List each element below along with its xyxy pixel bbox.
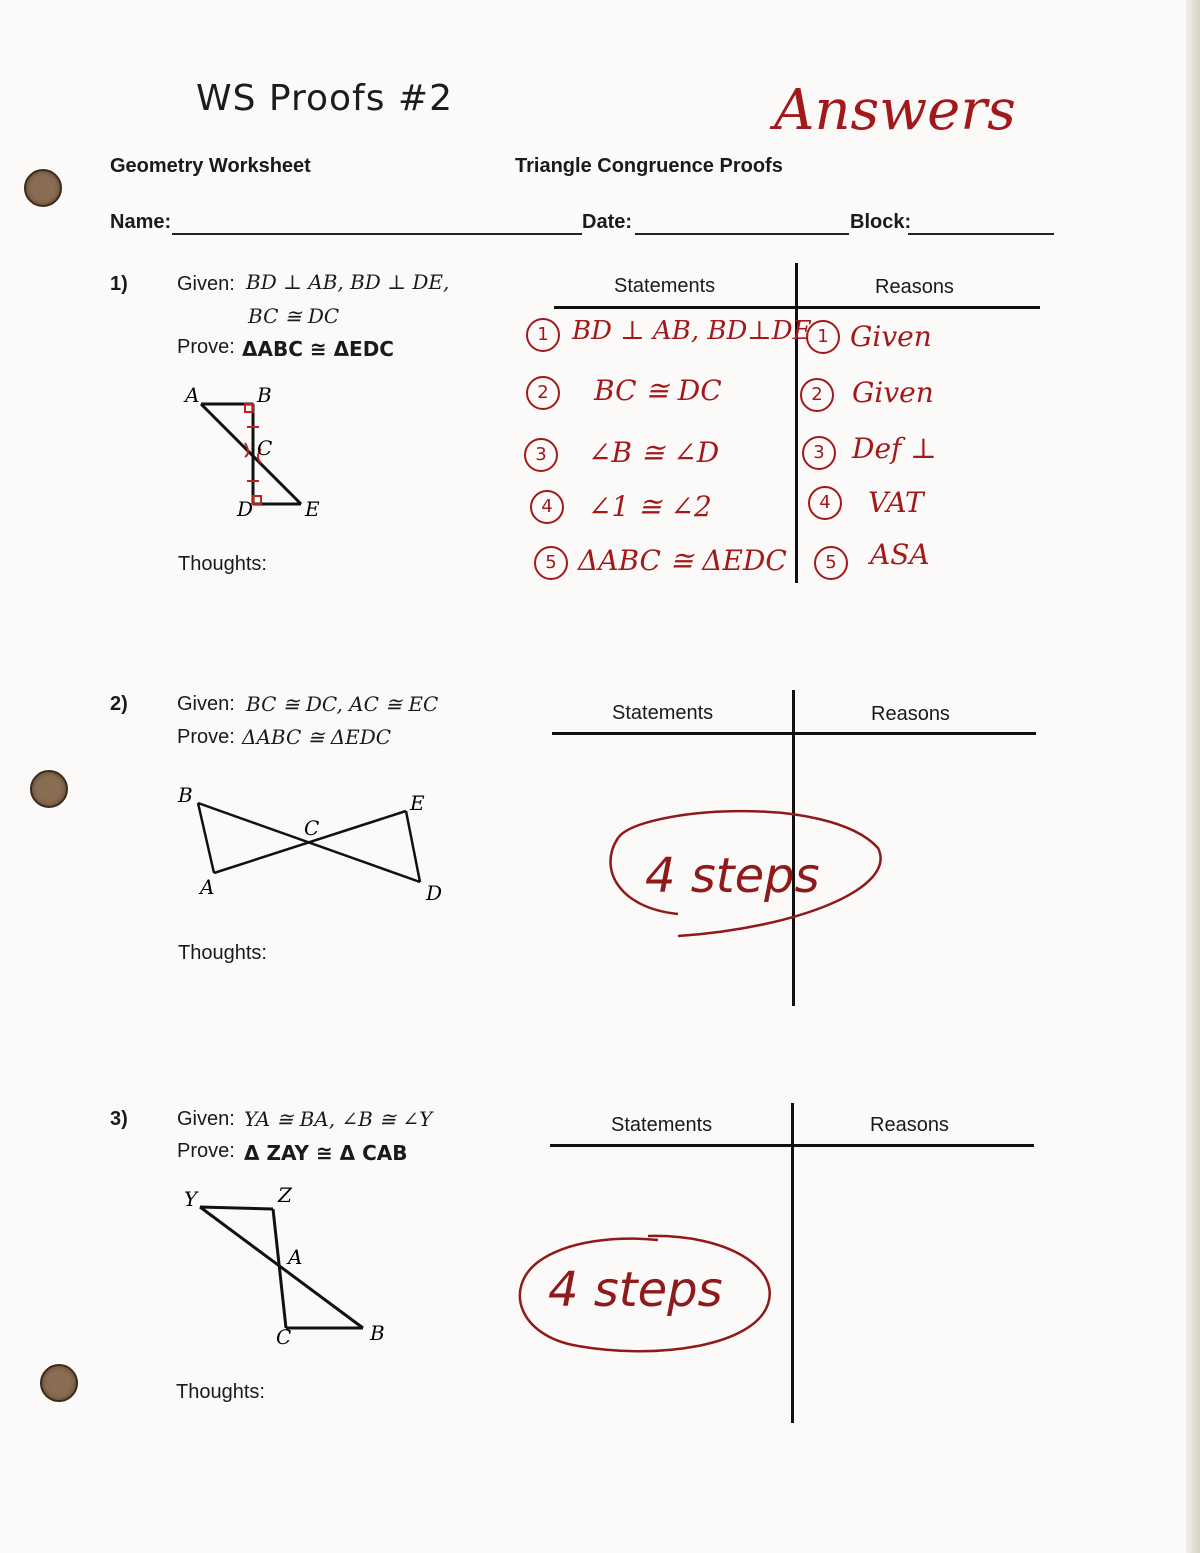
problem-1-given-line2: BC ≅ DC: [248, 304, 340, 328]
problem-1-diagram: [175, 385, 325, 525]
problem-2-number: 2): [110, 693, 128, 715]
worksheet-title: WS Proofs #2: [196, 78, 453, 119]
problem-3-given-line1: YA ≅ BA, ∠B ≅ ∠Y: [244, 1107, 433, 1131]
proof1-reason-2: Given: [852, 376, 934, 409]
point-label-d: D: [426, 881, 443, 905]
point-label-e: E: [305, 497, 320, 521]
proof1-statement-4: ∠1 ≅ ∠2: [588, 490, 712, 523]
point-label-e: E: [410, 791, 425, 815]
problem-2-diagram: [170, 780, 460, 910]
point-label-c: C: [276, 1325, 292, 1349]
problem-3-steps-note: 4 steps: [548, 1262, 723, 1318]
proof1-reason-number-5: 5: [814, 546, 848, 580]
problem-1-reasons-header: Reasons: [875, 276, 954, 298]
name-field-line[interactable]: [172, 233, 582, 235]
binder-hole-bottom: [40, 1364, 78, 1402]
problem-2-prove-label: Prove:: [177, 726, 235, 748]
proof1-step-number-3: 3: [524, 438, 558, 472]
proof1-reason-4: VAT: [868, 486, 924, 519]
problem-3-number: 3): [110, 1108, 128, 1130]
proof1-step-number-2: 2: [526, 376, 560, 410]
point-label-b: B: [178, 783, 193, 807]
problem-2-figure-lines: [198, 803, 420, 882]
proof1-step-number-5: 5: [534, 546, 568, 580]
problem-1-thoughts-label: Thoughts:: [178, 553, 267, 575]
topic-label: Triangle Congruence Proofs: [515, 155, 783, 177]
name-label: Name:: [110, 211, 172, 233]
answers-label: Answers: [774, 78, 1016, 143]
problem-3-statements-header: Statements: [611, 1114, 713, 1136]
problem-3-prove-label: Prove:: [177, 1140, 235, 1162]
problem-2-given-label: Given:: [177, 693, 235, 715]
point-label-a: A: [200, 875, 215, 899]
point-label-c: C: [257, 436, 273, 460]
proof1-reason-number-2: 2: [800, 378, 834, 412]
problem-1-figure-lines: [201, 404, 301, 504]
point-label-d: D: [237, 497, 254, 521]
point-label-c: C: [304, 816, 320, 840]
point-label-a: A: [288, 1245, 303, 1269]
proof1-statement-2: BC ≅ DC: [594, 374, 722, 407]
proof1-statement-3: ∠B ≅ ∠D: [588, 436, 720, 469]
problem-2-prove-statement: ΔABC ≅ ΔEDC: [242, 725, 392, 749]
problem-2-steps-note: 4 steps: [645, 848, 820, 904]
problem-3-table-vline: [791, 1103, 794, 1423]
proof1-reason-number-4: 4: [808, 486, 842, 520]
problem-1-given-label: Given:: [177, 273, 235, 295]
point-label-y: Y: [184, 1187, 198, 1211]
block-field-line[interactable]: [908, 233, 1054, 235]
point-label-z: Z: [278, 1183, 292, 1207]
problem-3-thoughts-label: Thoughts:: [176, 1381, 265, 1403]
problem-2-given-line1: BC ≅ DC, AC ≅ EC: [246, 692, 439, 716]
proof1-statement-5: ΔABC ≅ ΔEDC: [578, 544, 787, 577]
proof1-reason-5: ASA: [870, 538, 930, 571]
point-label-a: A: [185, 385, 200, 407]
problem-1-statements-header: Statements: [614, 275, 716, 297]
point-label-b: B: [370, 1321, 385, 1345]
problem-3-figure-lines: [200, 1207, 363, 1328]
problem-1-given-line1: BD ⊥ AB, BD ⊥ DE,: [246, 270, 450, 294]
problem-2-statements-header: Statements: [612, 702, 714, 724]
problem-2-thoughts-label: Thoughts:: [178, 942, 267, 964]
point-label-b: B: [257, 385, 272, 407]
block-label: Block:: [850, 211, 912, 233]
proof1-reason-1: Given: [850, 320, 932, 353]
problem-1-number: 1): [110, 273, 128, 295]
binder-hole-top: [24, 169, 62, 207]
proof1-reason-number-1: 1: [806, 320, 840, 354]
problem-2-reasons-header: Reasons: [871, 703, 950, 725]
date-label: Date:: [582, 211, 633, 233]
proof1-reason-number-3: 3: [802, 436, 836, 470]
proof1-step-number-4: 4: [530, 490, 564, 524]
problem-1-prove-statement: ΔABC ≅ ΔEDC: [242, 337, 394, 361]
paper-edge: [1186, 0, 1200, 1553]
proof1-statement-1: BD ⊥ AB, BD⊥DE: [572, 316, 812, 346]
problem-3-given-label: Given:: [177, 1108, 235, 1130]
problem-3-reasons-header: Reasons: [870, 1114, 949, 1136]
date-field-line[interactable]: [635, 233, 849, 235]
proof1-reason-3: Def ⊥: [852, 432, 937, 465]
problem-3-diagram: [178, 1180, 398, 1350]
binder-hole-middle: [30, 770, 68, 808]
proof1-step-number-1: 1: [526, 318, 560, 352]
course-label: Geometry Worksheet: [110, 155, 311, 177]
problem-3-prove-statement: Δ ZAY ≅ Δ CAB: [244, 1141, 408, 1165]
problem-1-prove-label: Prove:: [177, 336, 235, 358]
problem-1-table-vline: [795, 263, 798, 583]
